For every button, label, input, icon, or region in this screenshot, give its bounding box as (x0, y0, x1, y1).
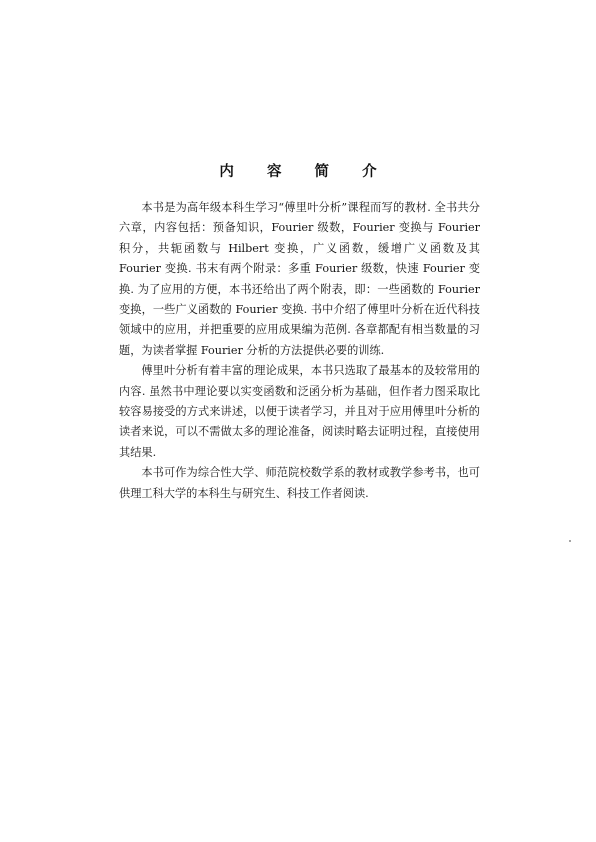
paragraph-3: 本书可作为综合性大学、师范院校数学系的教材或教学参考书，也可供理工科大学的本科生与研究生、科技工作者阅读. (119, 466, 480, 500)
scan-speck (569, 540, 571, 542)
paragraph-1: 本书是为高年级本科生学习“傅里叶分析”课程而写的教材. 全书共分六章，内容包括：预备知识，Fourier 级数，Fourier 变换与 Fourier 积分，共轭函数与 Hilbert 变换，广义函数，缓增广义函数及其 Fourier 变换. 书末有两个附录：多重 Fourier 级数，快速 Fourier 变换. 为了应用的方便，本书还给出了两个附表，即：一些函数的 Fourier 变换，一些广义函数的 Fourier 变换. 书中介绍了傅里叶分析在近代科技领域中的应用，并把重要的应用成果编为范例. 各章都配有相当数量的习题，为读者掌握 Fourier 分析的方法提供必要的训练. (119, 201, 480, 357)
page-title: 内 容 简 介 (219, 164, 391, 180)
paragraph-2: 傅里叶分析有着丰富的理论成果，本书只选取了最基本的及较常用的内容. 虽然书中理论要以实变函数和泛函分析为基础，但作者力图采取比较容易接受的方式来讲述，以便于读者学习，并且对于应用傅里叶分析的读者来说，可以不需做太多的理论准备，阅读时略去证明过程，直接使用其结果. (119, 364, 480, 459)
synopsis-body (119, 198, 480, 504)
